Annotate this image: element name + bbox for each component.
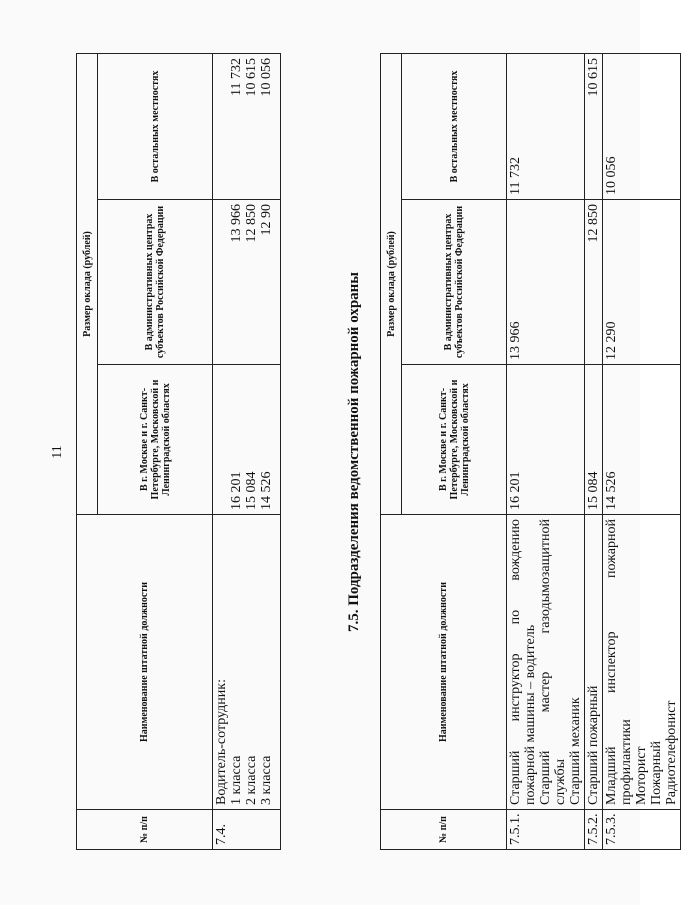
salary-other: 11 732 xyxy=(507,53,585,199)
position-cell xyxy=(507,515,585,810)
position-cell xyxy=(603,515,681,810)
position-word: газодымозащитной xyxy=(538,519,553,634)
position-line xyxy=(604,519,619,805)
salary-value: 10 056 xyxy=(259,57,274,97)
position-line: Водитель-сотрудник: xyxy=(214,679,229,805)
position-line xyxy=(523,519,538,805)
section-title: 7.5. Подразделения ведомственной пожарной охраны xyxy=(346,271,362,633)
position-word: вождению xyxy=(508,519,523,581)
position-word: службы xyxy=(553,758,568,805)
position-cell xyxy=(213,515,281,810)
salary-value: 12 850 xyxy=(244,204,259,243)
position-word: Моторист xyxy=(634,746,649,805)
header-other: В остальных местностях xyxy=(402,53,507,199)
header-admin-centers: В административных центрах субъектов Российской Федерации xyxy=(402,200,507,365)
salary-value: 16 201 xyxy=(229,471,244,510)
position-word: инспектор xyxy=(604,631,619,693)
salary-moscow-cell xyxy=(213,365,281,515)
salary-other: 10 056 xyxy=(603,53,681,199)
position-word: пожарной xyxy=(604,519,619,579)
header-moscow: В г. Москве и г. Санкт-Петербурге, Московской и Ленинградской областях xyxy=(402,365,507,515)
salary-value: 12 90 xyxy=(259,204,274,236)
position-word: Пожарный xyxy=(649,740,664,805)
salary-table-fire-protection xyxy=(380,53,681,850)
row-number: 7.4. xyxy=(213,810,281,850)
header-position: Наименование штатной должности xyxy=(381,515,507,810)
salary-moscow: 16 201 xyxy=(507,365,585,515)
position-word: профилактики xyxy=(619,719,634,805)
position-line xyxy=(553,519,568,805)
position-word: инструктор xyxy=(508,653,523,722)
header-other: В остальных местностях xyxy=(98,53,213,199)
header-num: № п/п xyxy=(77,810,213,850)
position-line xyxy=(586,519,601,805)
page-number: 11 xyxy=(50,445,65,459)
header-row xyxy=(77,53,98,849)
position-line xyxy=(508,519,523,805)
position-line xyxy=(664,519,679,805)
position-line xyxy=(634,519,649,805)
table-row xyxy=(213,53,281,849)
salary-other: 10 615 xyxy=(585,53,603,199)
table-row xyxy=(603,53,681,849)
header-moscow: В г. Москве и г. Санкт-Петербурге, Московской и Ленинградской областях xyxy=(98,365,213,515)
salary-moscow: 14 526 xyxy=(603,365,681,515)
position-word: мастер xyxy=(538,671,553,713)
position-word: Старший xyxy=(538,750,553,805)
position-line xyxy=(568,519,583,805)
salary-value: 11 732 xyxy=(229,57,244,96)
salary-other-cell xyxy=(213,53,281,199)
position-word: Радиотелефонист xyxy=(664,700,679,805)
position-word: Старший механик xyxy=(568,697,583,805)
salary-value: 13 966 xyxy=(229,204,244,243)
position-word: Старший xyxy=(508,750,523,805)
salary-admin-centers: 12 290 xyxy=(603,200,681,365)
row-number: 7.5.2. xyxy=(585,810,603,850)
header-salary: Размер оклада (рублей) xyxy=(381,53,402,514)
salary-value: 14 526 xyxy=(259,471,274,510)
position-word: Младший xyxy=(604,746,619,805)
header-row xyxy=(381,53,402,849)
salary-table-drivers xyxy=(76,53,281,850)
position-line: 3 класса xyxy=(259,755,274,805)
row-number: 7.5.3. xyxy=(603,810,681,850)
header-admin-centers: В административных центрах субъектов Российской Федерации xyxy=(98,200,213,365)
position-line: 1 класса xyxy=(229,755,244,805)
position-cell xyxy=(585,515,603,810)
position-word: пожарной машины – водитель xyxy=(523,624,538,805)
header-salary: Размер оклада (рублей) xyxy=(77,53,98,514)
position-line xyxy=(538,519,553,805)
salary-value: 10 615 xyxy=(244,57,259,97)
salary-moscow: 15 084 xyxy=(585,365,603,515)
salary-value: 15 084 xyxy=(244,471,259,510)
position-line xyxy=(649,519,664,805)
table-row xyxy=(585,53,603,849)
table-row xyxy=(507,53,585,849)
position-word: по xyxy=(508,609,523,625)
position-line xyxy=(619,519,634,805)
salary-admin-cell xyxy=(213,200,281,365)
row-number: 7.5.1. xyxy=(507,810,585,850)
position-line: 2 класса xyxy=(244,755,259,805)
rotated-content xyxy=(50,42,679,862)
header-position: Наименование штатной должности xyxy=(77,515,213,810)
salary-admin-centers: 13 966 xyxy=(507,200,585,365)
header-num: № п/п xyxy=(381,810,507,850)
salary-admin-centers: 12 850 xyxy=(585,200,603,365)
position-word: Старший пожарный xyxy=(586,685,601,805)
